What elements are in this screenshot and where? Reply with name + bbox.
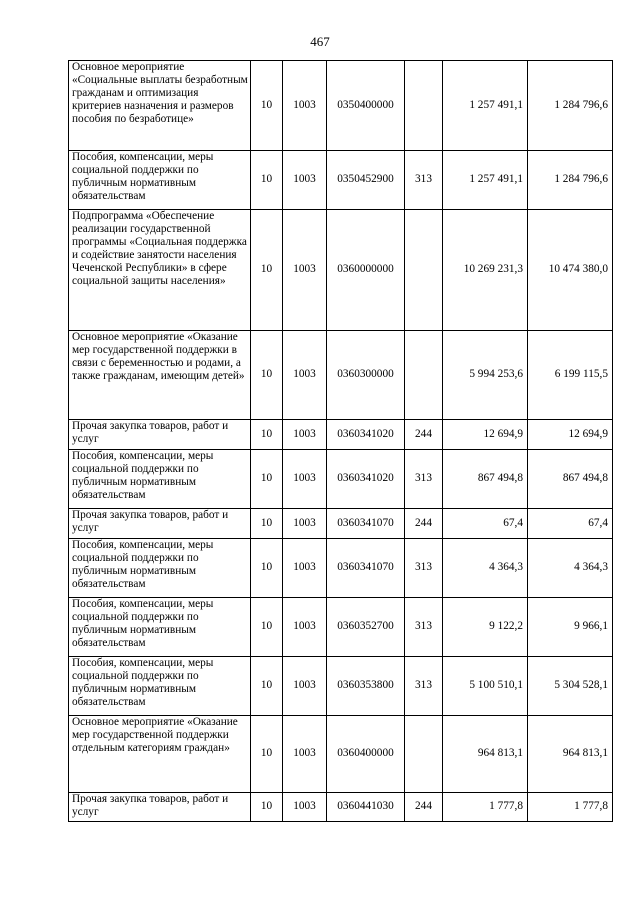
target-cell: 0360000000 bbox=[327, 210, 405, 331]
table-row bbox=[69, 151, 613, 210]
amount-2-cell: 12 694,9 bbox=[528, 420, 613, 450]
section-cell: 10 bbox=[251, 151, 283, 210]
amount-1-cell: 5 994 253,6 bbox=[443, 331, 528, 420]
amount-1-cell: 1 257 491,1 bbox=[443, 61, 528, 151]
target-cell: 0360341020 bbox=[327, 420, 405, 450]
subsection-cell: 1003 bbox=[283, 450, 327, 509]
subsection-cell: 1003 bbox=[283, 420, 327, 450]
expense-type-cell: 313 bbox=[405, 539, 443, 598]
subsection-cell: 1003 bbox=[283, 151, 327, 210]
table-row bbox=[69, 716, 613, 793]
amount-1-cell: 1 257 491,1 bbox=[443, 151, 528, 210]
target-cell: 0360341070 bbox=[327, 509, 405, 539]
amount-2-cell: 1 284 796,6 bbox=[528, 61, 613, 151]
amount-2-cell: 4 364,3 bbox=[528, 539, 613, 598]
amount-2-cell: 5 304 528,1 bbox=[528, 657, 613, 716]
amount-1-cell: 964 813,1 bbox=[443, 716, 528, 793]
expense-type-cell bbox=[405, 716, 443, 793]
expense-type-cell bbox=[405, 331, 443, 420]
amount-2-cell: 67,4 bbox=[528, 509, 613, 539]
expense-type-cell: 313 bbox=[405, 151, 443, 210]
section-cell: 10 bbox=[251, 657, 283, 716]
amount-2-cell: 867 494,8 bbox=[528, 450, 613, 509]
table-row bbox=[69, 210, 613, 331]
expense-type-cell: 244 bbox=[405, 509, 443, 539]
expense-type-cell: 313 bbox=[405, 598, 443, 657]
subsection-cell: 1003 bbox=[283, 509, 327, 539]
amount-1-cell: 1 777,8 bbox=[443, 793, 528, 822]
target-cell: 0350452900 bbox=[327, 151, 405, 210]
table-row bbox=[69, 793, 613, 822]
subsection-cell: 1003 bbox=[283, 61, 327, 151]
target-cell: 0350400000 bbox=[327, 61, 405, 151]
row-name: Пособия, компенсации, меры социальной поддержки по публичным нормативным обязательствам bbox=[69, 450, 251, 509]
section-cell: 10 bbox=[251, 716, 283, 793]
amount-2-cell: 10 474 380,0 bbox=[528, 210, 613, 331]
subsection-cell: 1003 bbox=[283, 598, 327, 657]
amount-2-cell: 9 966,1 bbox=[528, 598, 613, 657]
target-cell: 0360341020 bbox=[327, 450, 405, 509]
section-cell: 10 bbox=[251, 210, 283, 331]
page-number: 467 bbox=[310, 34, 330, 49]
subsection-cell: 1003 bbox=[283, 716, 327, 793]
target-cell: 0360400000 bbox=[327, 716, 405, 793]
amount-2-cell: 1 284 796,6 bbox=[528, 151, 613, 210]
subsection-cell: 1003 bbox=[283, 210, 327, 331]
amount-1-cell: 5 100 510,1 bbox=[443, 657, 528, 716]
section-cell: 10 bbox=[251, 331, 283, 420]
amount-1-cell: 9 122,2 bbox=[443, 598, 528, 657]
row-name: Пособия, компенсации, меры социальной поддержки по публичным нормативным обязательствам bbox=[69, 539, 251, 598]
row-name: Прочая закупка товаров, работ и услуг bbox=[69, 509, 251, 539]
subsection-cell: 1003 bbox=[283, 331, 327, 420]
section-cell: 10 bbox=[251, 61, 283, 151]
expense-type-cell bbox=[405, 61, 443, 151]
amount-2-cell: 6 199 115,5 bbox=[528, 331, 613, 420]
subsection-cell: 1003 bbox=[283, 657, 327, 716]
row-name: Основное мероприятие «Социальные выплаты безработным гражданам и оптимизация критериев назначения и размеров пособия по безработице» bbox=[69, 61, 251, 151]
table-row bbox=[69, 420, 613, 450]
section-cell: 10 bbox=[251, 539, 283, 598]
table-row bbox=[69, 657, 613, 716]
row-name: Пособия, компенсации, меры социальной поддержки по публичным нормативным обязательствам bbox=[69, 657, 251, 716]
table-row bbox=[69, 509, 613, 539]
subsection-cell: 1003 bbox=[283, 539, 327, 598]
row-name: Пособия, компенсации, меры социальной поддержки по публичным нормативным обязательствам bbox=[69, 598, 251, 657]
table-row bbox=[69, 61, 613, 151]
table-row bbox=[69, 450, 613, 509]
expense-type-cell: 313 bbox=[405, 657, 443, 716]
target-cell: 0360353800 bbox=[327, 657, 405, 716]
amount-1-cell: 67,4 bbox=[443, 509, 528, 539]
section-cell: 10 bbox=[251, 793, 283, 822]
amount-1-cell: 10 269 231,3 bbox=[443, 210, 528, 331]
amount-1-cell: 12 694,9 bbox=[443, 420, 528, 450]
expense-type-cell bbox=[405, 210, 443, 331]
expense-type-cell: 244 bbox=[405, 420, 443, 450]
expense-type-cell: 313 bbox=[405, 450, 443, 509]
row-name: Прочая закупка товаров, работ и услуг bbox=[69, 420, 251, 450]
amount-1-cell: 4 364,3 bbox=[443, 539, 528, 598]
row-name: Основное мероприятие «Оказание мер государственной поддержки отдельным категориям граждан» bbox=[69, 716, 251, 793]
target-cell: 0360441030 bbox=[327, 793, 405, 822]
amount-1-cell: 867 494,8 bbox=[443, 450, 528, 509]
target-cell: 0360352700 bbox=[327, 598, 405, 657]
row-name: Пособия, компенсации, меры социальной поддержки по публичным нормативным обязательствам bbox=[69, 151, 251, 210]
section-cell: 10 bbox=[251, 420, 283, 450]
table-row bbox=[69, 331, 613, 420]
row-name: Прочая закупка товаров, работ и услуг bbox=[69, 793, 251, 822]
budget-table bbox=[68, 60, 613, 822]
section-cell: 10 bbox=[251, 450, 283, 509]
subsection-cell: 1003 bbox=[283, 793, 327, 822]
amount-2-cell: 1 777,8 bbox=[528, 793, 613, 822]
target-cell: 0360300000 bbox=[327, 331, 405, 420]
table-row bbox=[69, 539, 613, 598]
target-cell: 0360341070 bbox=[327, 539, 405, 598]
row-name: Основное мероприятие «Оказание мер государственной поддержки в связи с беременностью и родами, а также гражданам, имеющим детей» bbox=[69, 331, 251, 420]
amount-2-cell: 964 813,1 bbox=[528, 716, 613, 793]
section-cell: 10 bbox=[251, 509, 283, 539]
table-row bbox=[69, 598, 613, 657]
section-cell: 10 bbox=[251, 598, 283, 657]
row-name: Подпрограмма «Обеспечение реализации государственной программы «Социальная поддержка и содействие занятости населения Чеченской Республики» в сфере социальной защиты населения» bbox=[69, 210, 251, 331]
expense-type-cell: 244 bbox=[405, 793, 443, 822]
